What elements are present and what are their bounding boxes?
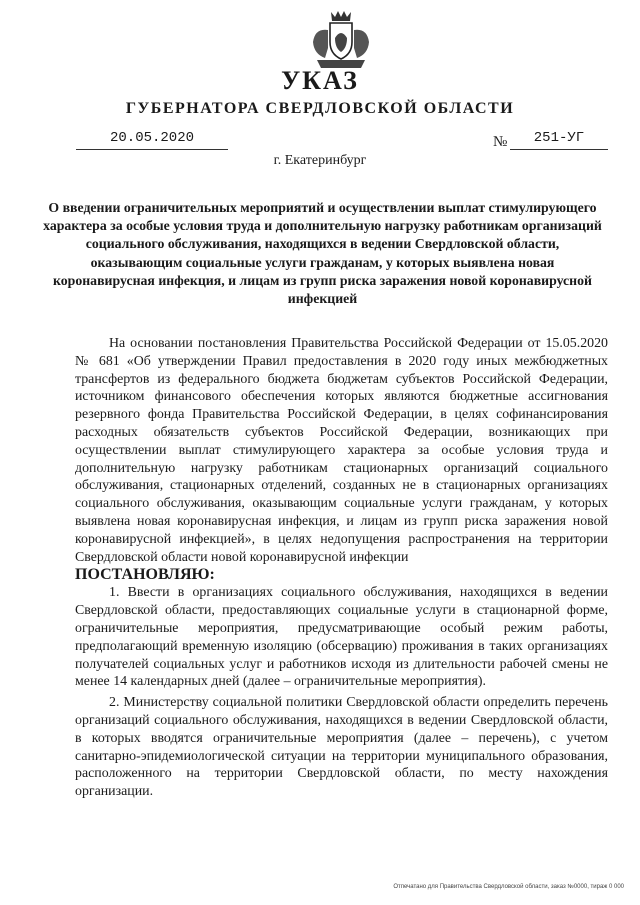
document-title: УКАЗ	[281, 66, 359, 95]
item-2-paragraph: 2. Министерству социальной политики Свердловской области определить перечень организаций социального обслуживания, находящихся в ведении Свердловской области, в которых вводятся ограничительные мероприятия (далее – перечень), с учетом санитарно-эпидемиологической ситуации на территории муниципального образования, расположенного на территории Свердловской области, по месту нахождения организации.	[75, 695, 608, 800]
decree-date: 20.05.2020	[76, 130, 228, 150]
preamble-paragraph: На основании постановления Правительства Российской Федерации от 15.05.2020 № 681 «Об утверждении Правил предоставления в 2020 году иных межбюджетных трансфертов из федерального бюджета бюджетам субъектов Российской Федерации, источником финансового обеспечения которых являются бюджетные ассигнования резервного фонда Правительства Российской Федерации, в целях софинансирования расходных обязательств субъектов Российской Федерации, возникающих при осуществлении выплат стимулирующего характера за особые условия труда и дополнительную нагрузку работникам стационарных организаций социального обслуживания, стационарных отделений, созданных не в стационарных организациях социального обслуживания, оказывающим социальные услуги гражданам, у которых выявлена новая коронавирусная инфекция, и лицам из групп риска заражения новой коронавирусной инфекцией», в целях недопущения распространения на территории Свердловской области новой коронавирусной инфекции	[75, 336, 608, 565]
print-footer: Отпечатано для Правительства Свердловской области, заказ №0000, тираж 0 000	[393, 884, 624, 890]
decree-body	[75, 335, 608, 801]
decree-keyword: ПОСТАНОВЛЯЮ:	[75, 566, 215, 584]
coat-of-arms-emblem	[303, 8, 379, 72]
decree-number: 251-УГ	[510, 130, 608, 150]
city: г. Екатеринбург	[273, 153, 367, 168]
decree-heading: О введении ограничительных мероприятий и осуществлении выплат стимулирующего характера за особые условия труда и дополнительную нагрузку работникам организаций социального обслуживания, находящихся в ведении Свердловской области, оказывающим социальные услуги гражданам, у которых выявлена новая коронавирусная инфекция, и лицам из групп риска заражения новой коронавирусной инфекцией	[43, 200, 602, 307]
item-1-paragraph: 1. Ввести в организациях социального обслуживания, находящихся в ведении Свердловской области, предоставляющих социальные услуги в стационарной форме, ограничительные мероприятия, предусматривающие особый режим работы, предполагающий временную изоляцию (обсервацию) проживания в таких организациях получателей социальных услуг и работников исходя из длительности рабочей смены не менее 14 календарных дней (далее – ограничительные мероприятия).	[75, 585, 608, 690]
number-sign: №	[493, 134, 508, 150]
document-subtitle: ГУБЕРНАТОРА СВЕРДЛОВСКОЙ ОБЛАСТИ	[125, 100, 515, 117]
